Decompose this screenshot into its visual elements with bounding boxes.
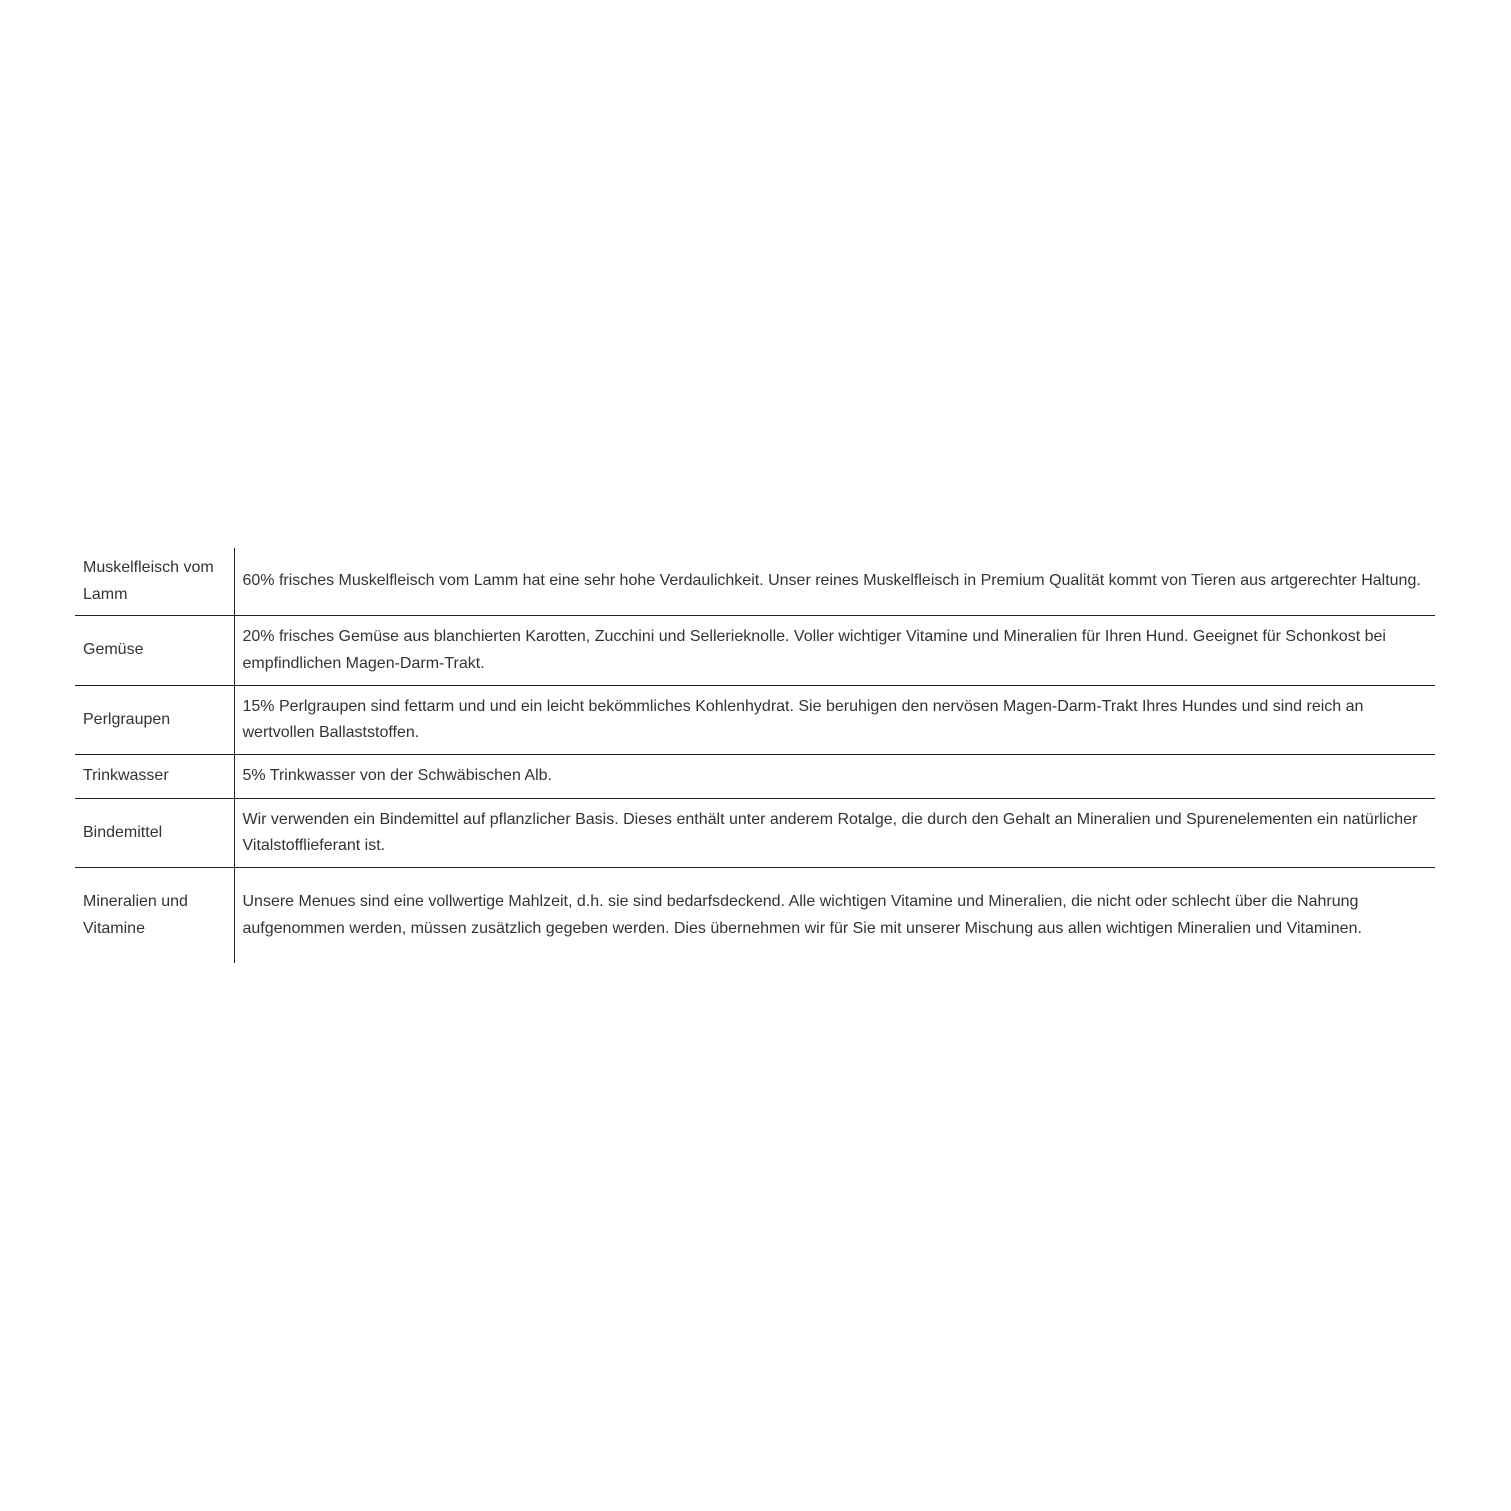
table-row — [75, 868, 1435, 964]
ingredient-description: Wir verwenden ein Bindemittel auf pflanzlicher Basis. Dieses enthält unter anderem Rotalge, die durch den Gehalt an Mineralien und Spurenelementen ein natürlicher Vitalstofflieferant ist. — [234, 799, 1435, 868]
ingredient-description: 20% frisches Gemüse aus blanchierten Karotten, Zucchini und Sellerieknolle. Voller wichtiger Vitamine und Mineralien für Ihren Hund. Geeignet für Schonkost bei empfindlichen Magen-Darm-Trakt. — [234, 616, 1435, 686]
ingredient-description: Unsere Menues sind eine vollwertige Mahlzeit, d.h. sie sind bedarfsdeckend. Alle wichtigen Vitamine und Mineralien, die nicht oder schlecht über die Nahrung aufgenommen werden, müssen zusätzlich gegeben werden. Dies übernehmen wir für Sie mit unserer Mischung aus allen wichtigen Mineralien und Vitaminen. — [234, 868, 1435, 964]
ingredient-name: Perlgraupen — [75, 686, 234, 755]
table-row — [75, 755, 1435, 799]
ingredient-name: Bindemittel — [75, 799, 234, 868]
table-row — [75, 616, 1435, 686]
table-row — [75, 548, 1435, 616]
ingredient-name: Gemüse — [75, 616, 234, 686]
ingredient-description: 60% frisches Muskelfleisch vom Lamm hat eine sehr hohe Verdaulichkeit. Unser reines Muskelfleisch in Premium Qualität kommt von Tieren aus artgerechter Haltung. — [242, 572, 1421, 590]
ingredients-table — [75, 548, 1435, 963]
ingredient-name: Trinkwasser — [75, 755, 234, 799]
ingredient-name: Muskelfleisch vom Lamm — [75, 548, 234, 616]
ingredient-description: 15% Perlgraupen sind fettarm und und ein leicht bekömmliches Kohlenhydrat. Sie beruhigen den nervösen Magen-Darm-Trakt Ihres Hundes und sind reich an wertvollen Ballaststoffen. — [234, 686, 1435, 755]
table-row — [75, 799, 1435, 868]
table-row — [75, 686, 1435, 755]
ingredient-name: Mineralien und Vitamine — [75, 868, 234, 964]
ingredient-description: 5% Trinkwasser von der Schwäbischen Alb. — [234, 755, 1435, 799]
